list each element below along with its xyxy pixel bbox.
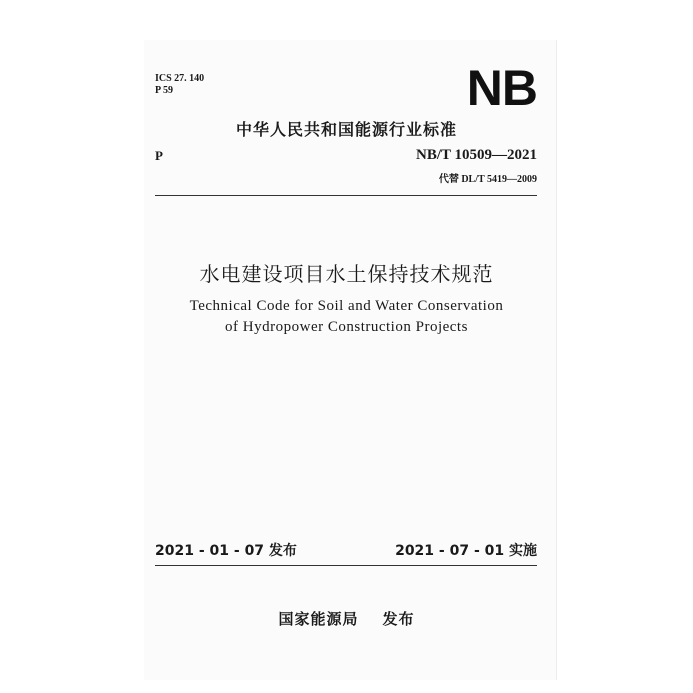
effective-date: 2021 - 07 - 01 实施: [395, 543, 537, 559]
top-divider: [155, 195, 537, 196]
ics-code: ICS 27. 140: [155, 73, 205, 84]
issue-date: 2021 - 01 - 07 发布: [155, 543, 297, 559]
p-code: P 59: [155, 85, 174, 96]
replaces-code: DL/T 5419—2009: [461, 174, 537, 185]
replaces-note: [439, 170, 537, 185]
bottom-divider: [155, 565, 537, 566]
replaces-label: 代替: [438, 174, 459, 185]
publisher-action: 发布: [382, 610, 415, 628]
nb-logo: NB: [466, 60, 537, 116]
title-english-line1: Technical Code for Soil and Water Conservation: [189, 298, 504, 314]
classification-letter: P: [155, 148, 163, 163]
title-chinese: 水电建设项目水土保持技术规范: [199, 262, 494, 286]
standard-type-heading: 中华人民共和国能源行业标准: [235, 120, 457, 139]
publisher-line: [0, 608, 693, 629]
standard-number: NB/T 10509—2021: [416, 147, 537, 163]
publisher-name: 国家能源局: [278, 610, 359, 628]
title-english-line2: of Hydropower Construction Projects: [225, 319, 468, 335]
